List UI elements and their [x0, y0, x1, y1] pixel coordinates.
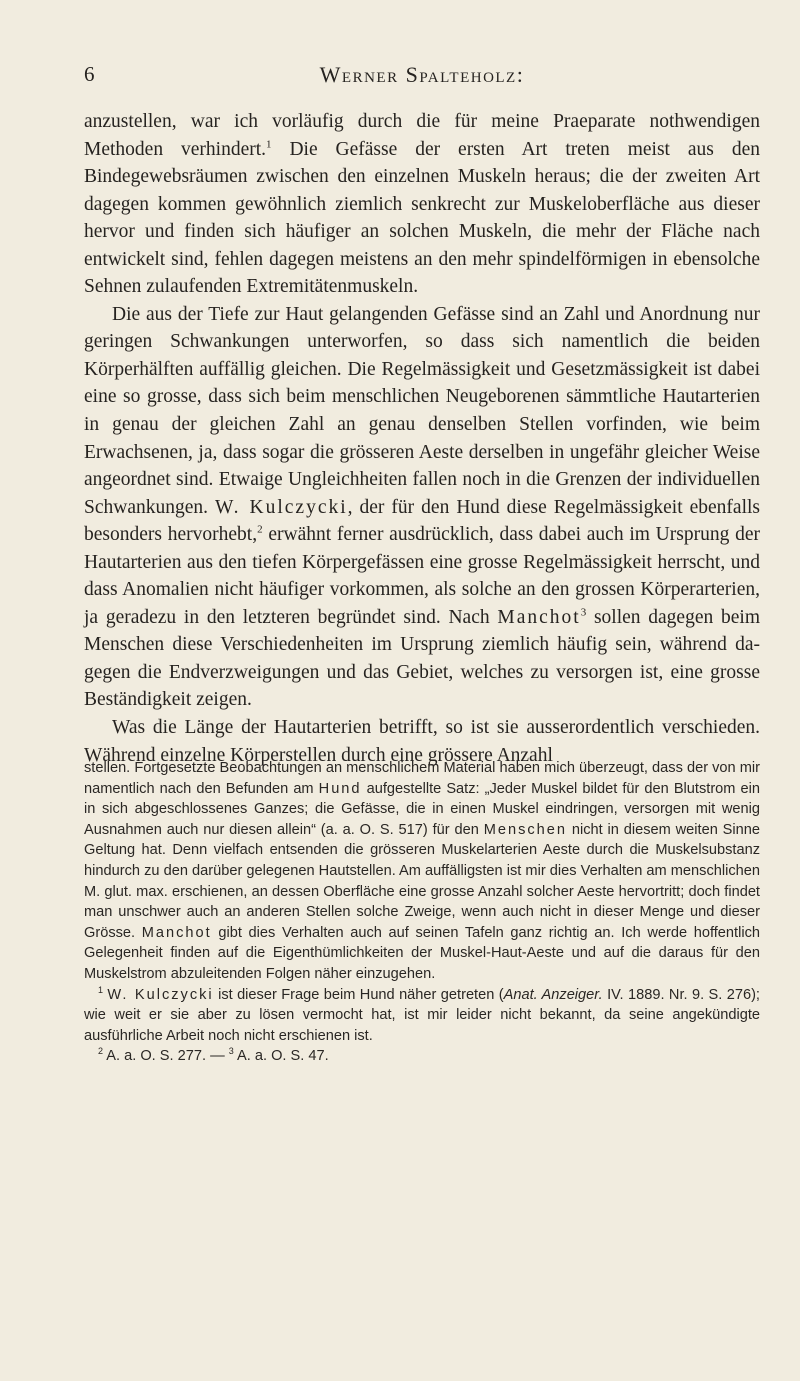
text-run: Die aus der Tiefe zur Haut gelangenden Gefässe sind an Zahl und Anordnung nur geringen Schwankungen unterworfen, so dass sich namentlich die beiden Körperhälften auffällig gleichen. Die Regelmässigkeit und Gesetzmässigkeit ist dabei eine so grosse, dass sich beim menschlichen Neugeborenen sämmtliche Hautarterien in genau der gleichen Zahl an genau denselben Stellen vorfinden, wie beim Erwachsenen, ja, dass sogar die grösseren Aeste derselben in ungefähr gleicher Weise angeordnet sind. Etwaige Ungleichheiten fallen noch in die Grenzen der individuellen Schwankungen. — [84, 303, 760, 518]
paragraph-3: Was die Länge der Hautarterien betrifft, so ist sie ausserordentlich verschieden. Während einzelne Körperstellen durch eine grössere Anzahl — [84, 717, 760, 766]
author-name: Manchot — [141, 924, 212, 941]
main-text — [84, 108, 760, 769]
text-run: sollen dagegen beim Menschen diese Verschiedenheiten im Ursprung ziemlich häufig sein, während dagegen die Endverzweigungen und das Gebiet, welches zu versorgen ist, eine grosse Beständigkeit zeigen. — [84, 606, 760, 711]
footnote-1 — [84, 985, 760, 1047]
emphasis: Hund — [318, 780, 362, 797]
text-run: aufgestellte Satz: „Jeder Muskel bildet für den Blutstrom ein in sich abgeschlossenes Ganzes; die Gefässe, die in einen Muskel eindringen, versorgen mit wenig Ausnahmen auch nur diesen allein“ (a. a. O. S. 517) für den — [84, 780, 760, 838]
running-title: Werner Spalteholz: — [319, 62, 525, 87]
footnote-mark: 3 — [228, 1046, 234, 1057]
paragraph-1 — [84, 108, 760, 301]
author-name: Manchot — [497, 606, 581, 628]
author-name: W. Kulczycki — [215, 496, 348, 518]
text-run: nicht in diesem weiten Sinne Geltung hat. Denn vielfach entsenden die grösseren Muskelarterien Aeste durch die Muskelsubstanz hindurch zu den darüber gelegenen Hautstellen. Am auffälligsten ist mir dies Verhalten am menschlichen M. glut. max. erschienen, an dessen Oberfläche eine grosse Anzahl solcher Aeste hervortritt; doch findet man unschwer auch an anderen Stellen solche Zweige, wenn auch nicht in dieser Menge und dieser Grösse. — [84, 821, 760, 941]
footnotes — [84, 758, 760, 1067]
text-run: ist dieser Frage beim Hund näher getreten ( — [213, 986, 504, 1003]
running-head — [84, 62, 760, 90]
text-run: Die Gefässe der ersten Art treten meist aus den Bindegewebsräumen zwischen den einzelnen Muskeln heraus; die der zweiten Art dagegen kommen gewöhnlich ziemlich senkrecht zur Muskeloberfläche aus dieser hervor und finden sich häufiger an solchen Muskeln, die mehr der Fläche nach entwickelt sind, fehlen dagegen meistens an den mehr spindelförmigen in ebensolche Sehnen zulaufenden Extremitätenmuskeln. — [84, 138, 760, 298]
text-run: A. a. O. S. 47. — [233, 1048, 329, 1065]
text-run: A. a. O. S. 277. — — [103, 1048, 229, 1065]
footnote-mark: 1 — [98, 984, 104, 995]
footnote-ref-2: 2 — [257, 523, 263, 536]
text-run: IV. 1889. Nr. 9. S. 276); wie weit er sie aber zu lösen vermocht hat, ist mir leider nicht bekannt, da seine angekündigte ausführliche Arbeit noch nicht erschienen ist. — [84, 986, 760, 1044]
footnote-ref-1: 1 — [266, 138, 272, 151]
text-run: anzustellen, war ich vorläufig durch die für meine Praeparate nothwendigen Methoden verhindert. — [84, 111, 760, 160]
journal-title: Anat. Anzeiger. — [503, 986, 603, 1003]
page-number: 6 — [84, 62, 95, 86]
footnote-mark: 2 — [98, 1046, 104, 1057]
emphasis: Menschen — [483, 821, 568, 838]
footnote-2-3 — [84, 1046, 760, 1067]
footnote-continuation — [84, 758, 760, 985]
paragraph-2 — [84, 301, 760, 714]
text-run: erwähnt ferner ausdrücklich, dass dabei auch im Ursprung der Hautarterien aus den tiefen Körpergefässen eine grosse Regelmässigkeit herrscht, und dass Anomalien nicht häufiger vorkommen, als solche an den grossen Körperarterien, ja geradezu in den letzteren begründet sind. Nach — [84, 524, 760, 628]
text-run: gibt dies Verhalten auch auf seinen Tafeln ganz richtig an. Ich werde hoffentlich Gelegenheit finden auf die Eigenthümlichkeiten der Muskel-Haut-Aeste und auf die daraus für den Muskelstrom abzuleitenden Folgen näher einzugehen. — [84, 924, 760, 982]
text-run: stellen. Fortgesetzte Beobachtungen an menschlichem Material haben mich überzeugt, dass der von mir namentlich nach den Befunden am — [84, 760, 760, 797]
author-name: W. Kulczycki — [107, 986, 214, 1003]
text-run: , der für den Hund diese Regelmässigkeit ebenfalls besonders hervorhebt, — [84, 496, 760, 546]
footnote-ref-3: 3 — [580, 606, 587, 619]
